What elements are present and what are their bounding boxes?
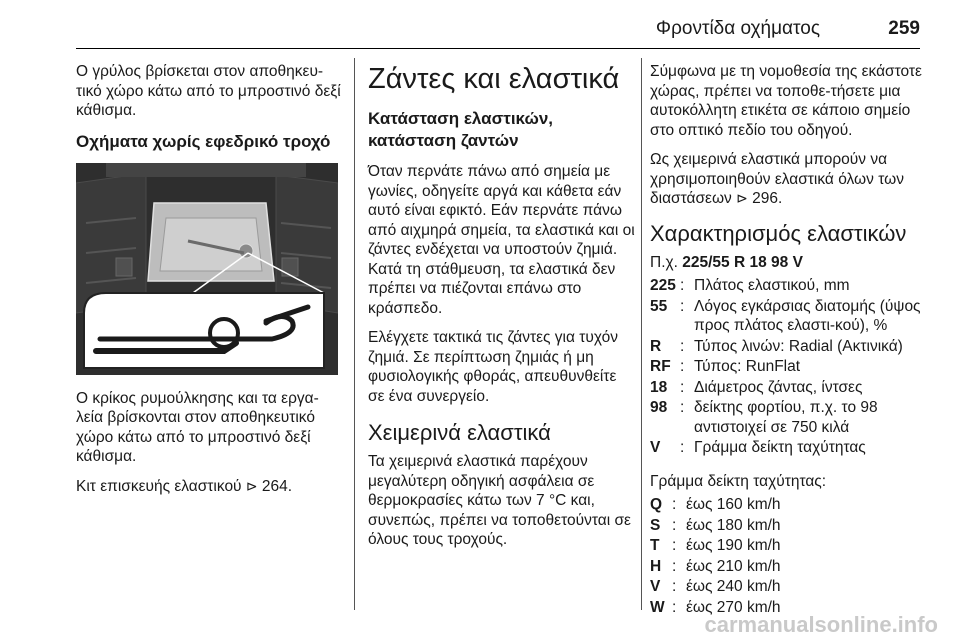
condition-para-1: Όταν περνάτε πάνω από σημεία με γωνίες, οδηγείτε αργά και κάθετα εάν αυτό είναι εφικτό. Εάν περνάτε πάνω από αιχμηρά σημεία, τα ελαστικά και οι ζάντες ενδέχεται να υποστούν ζημιά. Κατά τη στάθμευση, τα ελαστικά δεν πρέπει να πιέζονται επάνω στο κράσπεδο. <box>368 163 635 317</box>
list-item: 225 : Πλάτος ελαστικού, mm <box>650 277 850 294</box>
winter-sizes-text: Ως χειμερινά ελαστικά μπορούν να χρησιμοποιηθούν ελαστικά όλων των διαστάσεων ⊳ 296. <box>650 151 904 207</box>
no-spare-subheading: Οχήματα χωρίς εφεδρικό τροχό <box>76 131 331 151</box>
list-item: W : έως 270 km/h <box>650 598 781 616</box>
speed-index-heading: Γράμμα δείκτη ταχύτητας: <box>650 472 827 490</box>
tyre-designation-heading: Χαρακτηρισμός ελαστικών <box>650 220 907 246</box>
list-item: R : Τύπος λινών: Radial (Ακτινικά) <box>650 337 903 355</box>
page-header <box>76 16 920 46</box>
wheels-tyres-heading: Ζάντες και ελαστικά <box>368 63 620 95</box>
list-item: 55 : Λόγος εγκάρσιας διατομής (ύψος προς πλάτος ελαστι-κού), % <box>650 297 921 334</box>
repair-kit-link[interactable]: 264. <box>261 477 293 495</box>
list-item: V : έως 240 km/h <box>650 578 781 595</box>
list-item: V : Γράμμα δείκτη ταχύτητας <box>650 439 866 456</box>
column-divider-2 <box>641 58 642 610</box>
storage-compartment-image <box>76 163 338 375</box>
column-1 <box>76 62 344 506</box>
list-item: S : έως 180 km/h <box>650 516 781 534</box>
tow-eye-caption: Ο κρίκος ρυμούλκησης και τα εργα-λεία βρίσκονται στον αποθηκευτικό χώρο κάτω από το μπροστινό δεξί κάθισμα. <box>76 389 319 465</box>
header-title: Φροντίδα οχήματος <box>655 18 820 39</box>
condition-para-2: Ελέγχετε τακτικά τις ζάντες για τυχόν ζημιά. Σε περίπτωση ζημιάς ή μη φυσιολογικής φθοράς, απευθυνθείτε σε ένα συνεργείο. <box>368 329 618 405</box>
example-line: Π.χ. 225/55 R 18 98 V <box>650 253 803 271</box>
column-divider-1 <box>354 58 355 610</box>
list-item: 98 : δείκτης φορτίου, π.χ. το 98 αντιστοιχεί σε 750 κιλά <box>650 399 878 436</box>
watermark: carmanualsonline.info <box>704 612 938 637</box>
page-number: 259 <box>888 18 920 39</box>
list-item: RF : Τύπος: RunFlat <box>650 358 801 375</box>
list-item: H : έως 210 km/h <box>650 557 781 575</box>
winter-tyres-text: Τα χειμερινά ελαστικά παρέχουν μεγαλύτερη οδηγική ασφάλεια σε θερμοκρασίες κάτω των 7 °C και, συνεπώς, πρέπει να τοποθετούνται σε όλους τους τροχούς. <box>368 453 631 548</box>
ref-arrow-icon: ⊳ <box>736 190 748 206</box>
winter-sizes-link[interactable]: 296. <box>752 190 783 207</box>
header-rule <box>76 48 920 49</box>
ref-arrow-icon: ⊳ <box>245 477 258 494</box>
jack-location-text: Ο γρύλος βρίσκεται στον αποθηκευ-τικό χώρο κάτω από το μπροστινό δεξί κάθισμα. <box>76 63 341 119</box>
list-item: Q : έως 160 km/h <box>650 496 781 513</box>
speed-index-list <box>650 495 928 617</box>
designation-list <box>650 276 928 458</box>
sticker-text: Σύμφωνα με τη νομοθεσία της εκάστοτε χώρας, πρέπει να τοποθε-τήσετε μια αυτοκόλλητη ετικέτα σε κάποιο σημείο στο οπτικό πεδίο του οδηγού. <box>650 63 922 139</box>
condition-subheading: Κατάσταση ελαστικών, κατάσταση ζαντών <box>368 109 553 150</box>
list-item: T : έως 190 km/h <box>650 537 781 554</box>
column-3 <box>650 62 928 618</box>
tools-illustration <box>76 163 338 375</box>
winter-tyres-heading: Χειμερινά ελαστικά <box>368 420 551 445</box>
example-code: 225/55 R 18 98 V <box>682 253 803 271</box>
repair-kit-reference: Κιτ επισκευής ελαστικού ⊳ 264. <box>76 477 293 495</box>
list-item: 18 : Διάμετρος ζάντας, ίντσες <box>650 378 863 396</box>
column-2 <box>368 62 636 560</box>
